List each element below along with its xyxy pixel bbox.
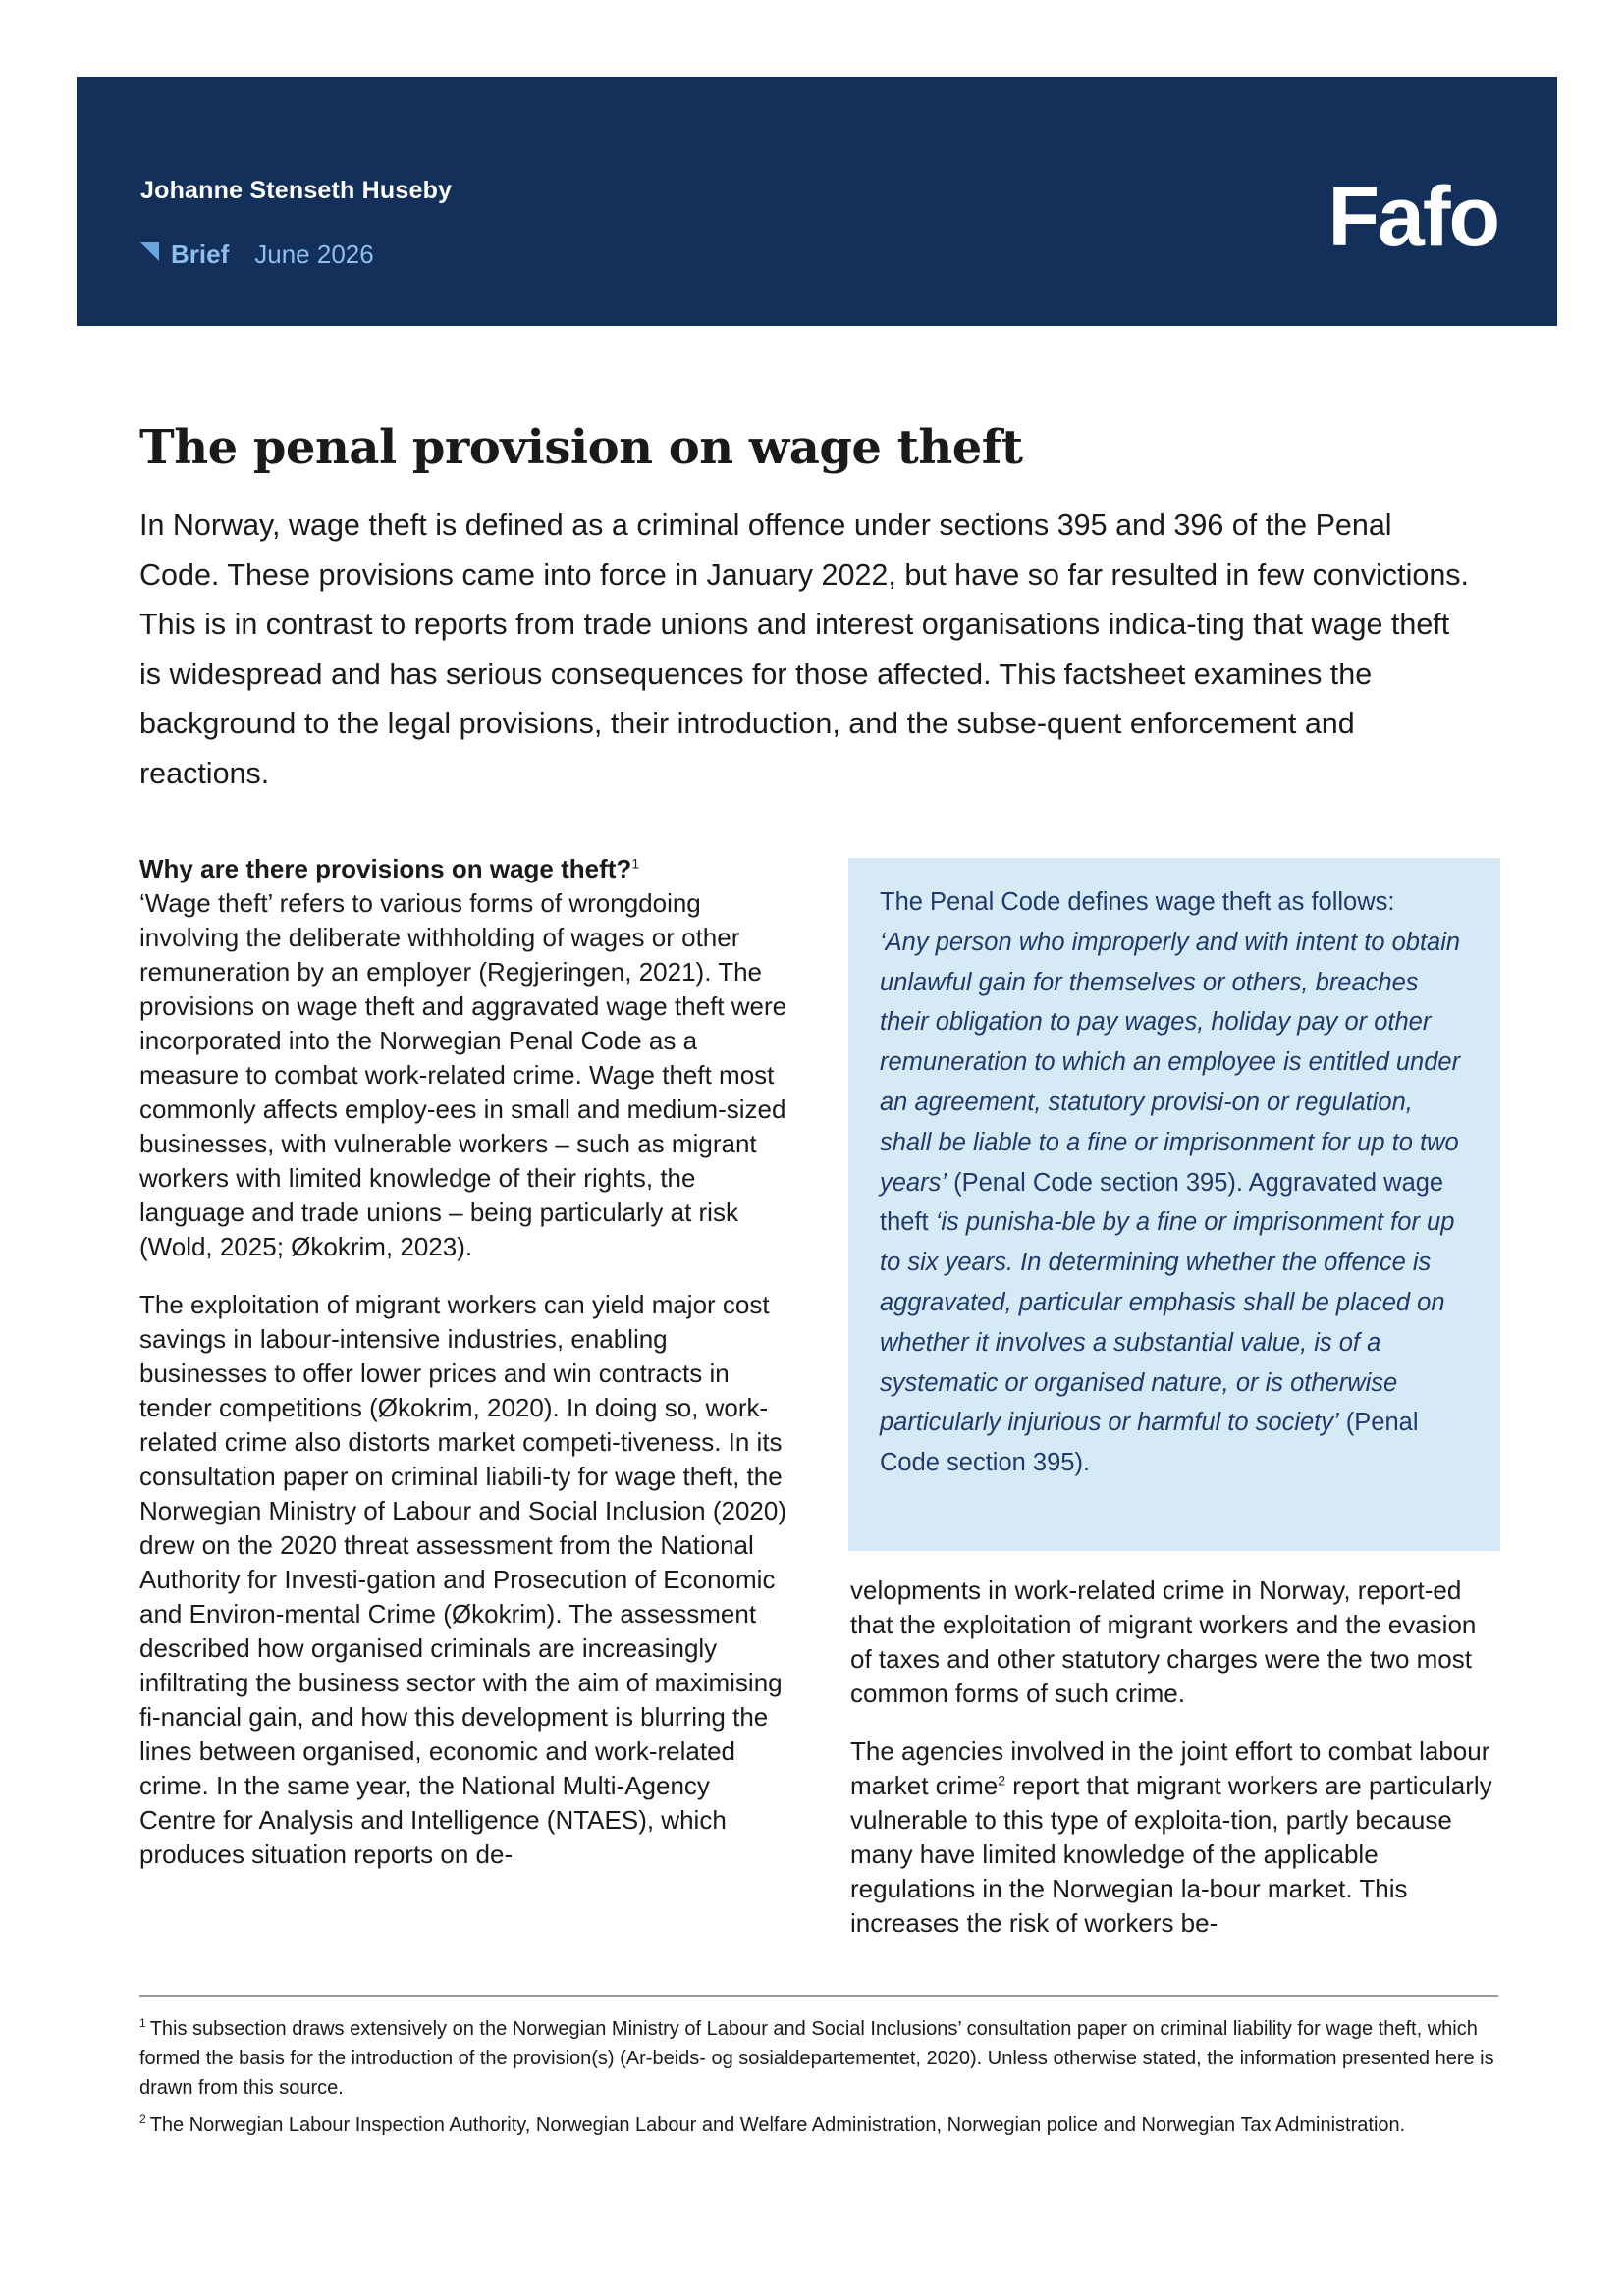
footnote-divider (139, 1995, 1498, 1997)
publication-date: June 2026 (254, 240, 374, 269)
left-column (139, 852, 792, 1872)
footnote-1-number: 1 (139, 2016, 146, 2031)
definition-quote-1: ‘Any person who improperly and with intent to obtain unlawful gain for themselves or others, breaches their obligation to pay wages, holiday pay or other remuneration to which an employee is entitled under an agreement, statutory provisi-on or regulation, shall be liable to a fine or imprisonment for up to two years’ (880, 928, 1461, 1197)
page-title: The penal provision on wage theft (139, 420, 1023, 475)
publication-type: Brief (171, 240, 230, 269)
footnote-1 (139, 2014, 1498, 2103)
body-paragraph-4 (850, 1735, 1498, 1941)
definition-quote-2: ‘is punisha-ble by a fine or imprisonment for up to six years. In determining whether the offence is aggravated, particular emphasis shall be placed on whether it involves a substantial value, is of a systematic or organised nature, or is otherwise particularly injurious or harmful to society’ (880, 1208, 1455, 1437)
section-heading: Why are there provisions on wage theft? (139, 854, 632, 883)
definition-ref-1: (Penal Code section 395). Aggravated wage theft (880, 1168, 1444, 1237)
body-paragraph-2: The exploitation of migrant workers can yield major cost savings in labour-intensive industries, enabling businesses to offer lower prices and win contracts in tender competitions (Økokrim, 2020). In doing so, work-related crime also distorts market competi-tiveness. In its consultation paper on criminal liabili-ty for wage theft, the Norwegian Ministry of Labour and Social Inclusion (2020) drew on the 2020 threat assessment from the National Authority for Investi-gation and Prosecution of Economic and Environ-mental Crime (Økokrim). The assessment described how organised criminals are increasingly infiltrating the business sector with the aim of maximising fi-nancial gain, and how this development is blurring the lines between organised, economic and work-related crime. In the same year, the National Multi-Agency Centre for Analysis and Intelligence (NTAES), which produces situation reports on de- (139, 1290, 787, 1869)
definition-box (848, 858, 1500, 1551)
lead-paragraph: In Norway, wage theft is defined as a criminal offence under sections 395 and 396 of the Penal Code. These provisions came into force in January 2022, but have so far resulted in few convictions. This is in contrast to reports from trade unions and interest organisations indica-ting that wage theft is widespread and has serious consequences for those affected. This factsheet examines the background to the legal provisions, their introduction, and the subse-quent enforcement and reactions. (139, 508, 1470, 790)
triangle-marker-icon (140, 242, 159, 261)
author-name: Johanne Stenseth Huseby (140, 177, 453, 204)
body-paragraph-4-part-b: report that migrant workers are particularly vulnerable to this type of exploita-tion, partly because many have limited knowledge of the applicable regulations in the Norwegian la-bour market. This increases the risk of workers be- (850, 1771, 1492, 1938)
footnote-2 (139, 2110, 1498, 2140)
body-paragraph-3: velopments in work-related crime in Norway, report-ed that the exploitation of migrant workers and the evasion of taxes and other statutory charges were the two most common forms of such crime. (850, 1575, 1477, 1708)
footnote-1-text: This subsection draws extensively on the Norwegian Ministry of Labour and Social Inclusions’ consultation paper on criminal liability for wage theft, which formed the basis for the introduction of the provision(s) (Ar-beids- og sosialdepartementet, 2020). Unless otherwise stated, the information presented here is drawn from this source. (139, 2018, 1494, 2099)
publication-meta (140, 240, 374, 270)
header-banner (77, 77, 1557, 326)
definition-ref-2: (Penal Code section 395). (880, 1409, 1419, 1477)
footnote-ref-1[interactable]: 1 (631, 855, 640, 872)
footnote-2-text: The Norwegian Labour Inspection Authority, Norwegian Labour and Welfare Administration, Norwegian police and Norwegian Tax Administration. (149, 2114, 1406, 2136)
body-paragraph-4-part-a: The agencies involved in the joint effort to combat labour market crime (850, 1736, 1490, 1800)
body-paragraph-1: ‘Wage theft’ refers to various forms of wrongdoing involving the deliberate withholding of wages or other remuneration by an employer (Regjeringen, 2021). The provisions on wage theft and aggravated wage theft were incorporated into the Norwegian Penal Code as a measure to combat work-related crime. Wage theft most commonly affects employ-ees in small and medium-sized businesses, with vulnerable workers – such as migrant workers with limited knowledge of their rights, the language and trade unions – being particularly at risk (Wold, 2025; Økokrim, 2023). (139, 888, 787, 1261)
definition-text (880, 923, 1469, 1483)
definition-intro: The Penal Code defines wage theft as follows: (880, 888, 1395, 916)
section-heading-paragraph (139, 852, 792, 886)
footnote-ref-2[interactable]: 2 (998, 1772, 1006, 1789)
fafo-logo: Fafo (1327, 170, 1498, 264)
footnote-2-number: 2 (139, 2112, 146, 2127)
right-column (850, 1574, 1498, 1941)
